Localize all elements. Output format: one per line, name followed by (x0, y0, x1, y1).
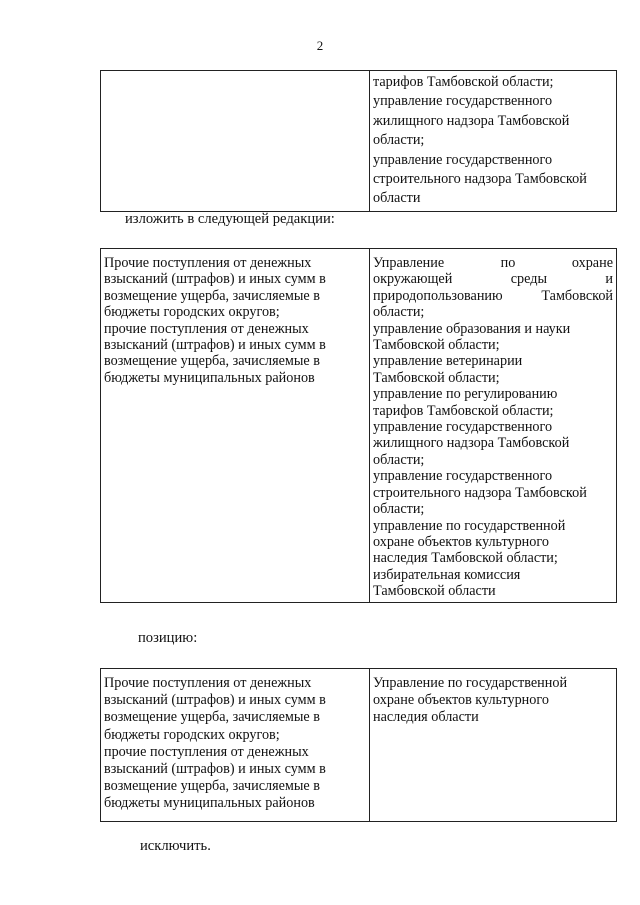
cell-line: возмещение ущерба, зачисляемые в (104, 709, 320, 726)
table-cell-left-empty (101, 71, 370, 212)
cell-line: жилищного надзора Тамбовской (373, 435, 570, 452)
cell-line: избирательная комиссия (373, 566, 521, 583)
word: окружающей (373, 271, 453, 288)
cell-line: Прочие поступления от денежных (104, 675, 312, 691)
cell-line-justified (373, 288, 613, 304)
cell-line: взысканий (штрафов) и иных сумм в (104, 692, 326, 709)
cell-line: управление по государственной (373, 517, 566, 534)
cell-line: области; (373, 501, 425, 518)
word: по (500, 255, 516, 271)
table-cell-right (370, 71, 617, 212)
cell-line: области; (373, 132, 425, 149)
table-continuation (100, 70, 617, 212)
cell-line-justified (373, 271, 613, 287)
cell-line: взысканий (штрафов) и иных сумм в (104, 271, 326, 288)
cell-line: возмещение ущерба, зачисляемые в (104, 778, 320, 795)
word: среды (510, 271, 547, 288)
cell-line: бюджеты муниципальных районов (104, 795, 315, 812)
table-cell-right (370, 669, 617, 822)
cell-line: Тамбовской области (373, 583, 496, 600)
instruction-exclude: исключить. (140, 838, 211, 854)
table-cell-left (101, 669, 370, 822)
table-cell-left (101, 249, 370, 603)
word: природопользованию (373, 287, 503, 304)
table-excluded-position (100, 668, 617, 822)
cell-line: жилищного надзора Тамбовской (373, 112, 570, 129)
cell-line: Тамбовской области; (373, 369, 500, 386)
cell-line: тарифов Тамбовской области; (373, 74, 554, 90)
cell-line: управление по регулированию (373, 386, 558, 403)
cell-line-justified (373, 255, 613, 271)
word: охране (571, 255, 613, 271)
page-number: 2 (316, 38, 324, 53)
word: и (605, 271, 613, 288)
cell-line: наследия области (373, 709, 479, 726)
cell-line: взысканий (штрафов) и иных сумм в (104, 337, 326, 354)
cell-line: управление ветеринарии (373, 353, 523, 370)
cell-line: Тамбовской области; (373, 337, 500, 354)
cell-line: бюджеты городских округов; (104, 304, 280, 321)
instruction-new-wording: изложить в следующей редакции: (125, 211, 335, 227)
cell-line: прочие поступления от денежных (104, 743, 309, 760)
cell-line: взысканий (штрафов) и иных сумм в (104, 761, 326, 778)
cell-line: прочие поступления от денежных (104, 320, 309, 337)
table-cell-right (370, 249, 617, 603)
cell-line: бюджеты городских округов; (104, 726, 280, 743)
cell-line: строительного надзора Тамбовской (373, 171, 587, 188)
cell-line: области; (373, 304, 425, 321)
cell-line: наследия Тамбовской области; (373, 550, 558, 567)
table-new-wording (100, 248, 617, 603)
cell-line: управление государственного (373, 419, 553, 436)
cell-line: возмещение ущерба, зачисляемые в (104, 353, 320, 370)
table-row (101, 71, 617, 212)
table-row (101, 669, 617, 822)
instruction-position: позицию: (138, 630, 198, 646)
cell-line: Управление по государственной (373, 675, 568, 691)
cell-line: управление государственного (373, 151, 553, 168)
cell-line: тарифов Тамбовской области; (373, 402, 554, 419)
cell-line: бюджеты муниципальных районов (104, 369, 315, 386)
cell-line: управление государственного (373, 93, 553, 110)
cell-line: строительного надзора Тамбовской (373, 484, 587, 501)
cell-line: охране объектов культурного (373, 692, 549, 709)
cell-line: области (373, 190, 421, 207)
cell-line: Прочие поступления от денежных (104, 255, 312, 271)
word: Управление (373, 255, 445, 271)
table-row (101, 249, 617, 603)
cell-line: управление государственного (373, 468, 553, 485)
word: Тамбовской (541, 287, 613, 304)
cell-line: охране объектов культурного (373, 533, 549, 550)
cell-line: управление образования и науки (373, 320, 571, 337)
cell-line: области; (373, 451, 425, 468)
cell-line: возмещение ущерба, зачисляемые в (104, 287, 320, 304)
